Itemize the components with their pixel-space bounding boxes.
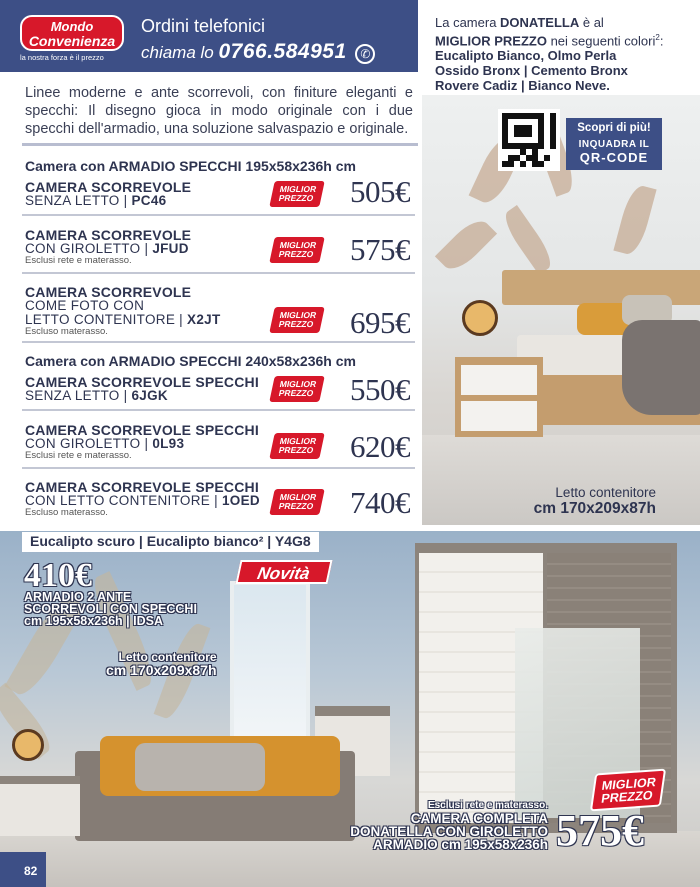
badge-big-l2: PREZZO (600, 788, 654, 806)
product-code: 6JGK (131, 388, 168, 403)
logo-badge (20, 15, 124, 51)
product-sub-text: LETTO CONTENITORE | (25, 312, 188, 327)
best-price-badge (269, 181, 325, 207)
novita-badge: Novità (235, 560, 332, 584)
qr-code[interactable] (498, 109, 560, 171)
product-sub-text: SENZA LETTO | (25, 388, 132, 403)
product-sub0: COME FOTO CON (25, 298, 145, 313)
product-name: CAMERA SCORREVOLE (25, 227, 192, 243)
color-info (435, 15, 695, 93)
product-sub-text: CON LETTO CONTENITORE | (25, 493, 222, 508)
product-price: 550€ (350, 372, 410, 407)
product-price: 575€ (350, 232, 410, 267)
best-price-badge (269, 237, 325, 263)
armadio-line2: SCORREVOLI CON SPECCHI (24, 602, 197, 616)
drawer (461, 365, 537, 395)
section1-title (25, 158, 356, 174)
nightstand (455, 357, 543, 437)
product-sub-text: CON GIROLETTO | (25, 241, 153, 256)
logo-tagline: la nostra forza è il prezzo (20, 53, 104, 62)
lamp (12, 729, 44, 761)
brand-logo[interactable] (20, 15, 128, 67)
product-name: CAMERA SCORREVOLE SPECCHI (25, 422, 259, 438)
camera-note: Esclusi rete e materasso. (427, 800, 548, 811)
info-text3: nei seguenti colori (546, 33, 656, 49)
throw-blanket (622, 320, 700, 415)
throw-blanket (135, 743, 265, 791)
product-note: Escluso materasso. (25, 507, 108, 518)
section1-title-bold: ARMADIO SPECCHI 195x58x236h cm (108, 158, 356, 174)
section2-title-bold: ARMADIO SPECCHI 240x58x236h cm (108, 353, 356, 369)
header-bar (0, 0, 418, 72)
product-price: 620€ (350, 429, 410, 464)
logo-line1: Mondo (50, 19, 94, 34)
item-rule (22, 467, 415, 469)
drawer (461, 401, 537, 431)
product-code: PC46 (131, 193, 167, 208)
info-text4: : (659, 33, 664, 49)
item-rule (22, 341, 415, 343)
armadio-description (24, 591, 197, 627)
item-rule (22, 214, 415, 216)
intro-text: Linee moderne e ante scorrevoli, con finiture eleganti e specchi: Il disegno gioca in modo originale con i due specchi dell'armadio, una soluzione salvaspazio e originale. (25, 85, 413, 137)
badge-l2: PREZZO (277, 445, 315, 455)
badge-l2: PREZZO (277, 193, 315, 203)
best-price-badge (269, 489, 325, 515)
section-rule (22, 143, 418, 146)
header-title: Ordini telefonici (141, 16, 266, 36)
info-colors3: Rovere Cadiz | Bianco Neve. (435, 78, 610, 94)
qr-cell (550, 161, 556, 167)
badge-l1: MIGLIOR (278, 310, 318, 320)
badge-l1: MIGLIOR (278, 492, 318, 502)
letto-bottom-line2: cm 170x209x87h (106, 662, 217, 678)
lamp (462, 300, 498, 336)
letto-bottom-line1: Letto contenitore (118, 650, 217, 664)
section2-title-prefix: Camera con (25, 353, 109, 369)
info-colors1: Eucalipto Bianco, Olmo Perla (435, 48, 617, 64)
bottom-title: Eucalipto scuro | Eucalipto bianco² | Y4G8 (22, 532, 319, 552)
info-text2: è al (579, 15, 604, 30)
badge-l2: PREZZO (277, 319, 315, 329)
letto-contenitore-label (534, 485, 656, 518)
armadio-line1: ARMADIO 2 ANTE (24, 590, 132, 604)
product-note: Esclusi rete e materasso. (25, 255, 132, 266)
camera-line1: CAMERA COMPLETA (410, 811, 548, 826)
page-number: 82 (0, 852, 46, 887)
section2-title (25, 353, 356, 369)
badge-big-l1: MIGLIOR (600, 775, 657, 793)
qr-line3: QR-CODE (579, 150, 649, 165)
product-name: CAMERA SCORREVOLE SPECCHI (25, 479, 259, 495)
leaf-decor (499, 205, 557, 275)
qr-pattern (502, 113, 556, 167)
product-price: 740€ (350, 485, 410, 520)
badge-l2: PREZZO (277, 388, 315, 398)
product-price: 505€ (350, 174, 410, 209)
armadio-price: 410€ (24, 557, 92, 594)
info-best: MIGLIOR PREZZO (435, 33, 547, 49)
product-code: X2JT (187, 312, 221, 327)
best-price-badge (269, 376, 325, 402)
badge-l2: PREZZO (277, 501, 315, 511)
camera-price: 575€ (556, 806, 644, 855)
armadio-line3: cm 195x58x236h | IDSA (24, 614, 164, 628)
best-price-badge (269, 433, 325, 459)
item-rule (22, 272, 415, 274)
camera-line3: ARMADIO cm 195x58x236h (373, 837, 548, 852)
product-code: JFUD (152, 241, 189, 256)
qr-line2: INQUADRA IL (578, 139, 650, 150)
best-price-badge (269, 307, 325, 333)
section1-title-prefix: Camera con (25, 158, 109, 174)
leaf-decor (435, 214, 497, 276)
letto-label-line1: Letto contenitore (555, 485, 656, 500)
logo-line2: Convenienza (28, 33, 116, 49)
camera-description (350, 812, 548, 851)
badge-l1: MIGLIOR (278, 184, 318, 194)
product-price: 695€ (350, 305, 410, 340)
product-name: CAMERA SCORREVOLE SPECCHI (25, 374, 259, 390)
letto-bottom-label (106, 651, 217, 677)
product-sub-text: CON GIROLETTO | (25, 436, 153, 451)
product-note: Esclusi rete e materasso. (25, 450, 132, 461)
phone-number[interactable]: 0766.584951 (218, 40, 347, 63)
info-colors2: Ossido Bronx | Cemento Bronx (435, 63, 628, 79)
badge-l1: MIGLIOR (278, 379, 318, 389)
info-sup: 2 (655, 33, 660, 42)
badge-l1: MIGLIOR (278, 436, 318, 446)
window (230, 581, 310, 751)
product-note: Escluso materasso. (25, 326, 108, 337)
qr-label[interactable] (566, 118, 662, 170)
product-code: 0L93 (152, 436, 185, 451)
phone-prefix: chiama lo (141, 43, 214, 62)
info-brand: DONATELLA (500, 15, 580, 30)
leaf-decor (613, 183, 656, 257)
badge-l2: PREZZO (277, 249, 315, 259)
phone-icon: ✆ (355, 44, 375, 64)
nightstand (0, 776, 80, 836)
letto-label-line2: cm 170x209x87h (533, 500, 656, 517)
header-phone[interactable] (141, 40, 375, 64)
product-sub-text: SENZA LETTO | (25, 193, 132, 208)
info-text1: La camera (435, 15, 501, 30)
product-name: CAMERA SCORREVOLE (25, 179, 192, 195)
product-name: CAMERA SCORREVOLE (25, 284, 192, 300)
product-code: 1OED (221, 493, 260, 508)
qr-line1: Scopri di più! (577, 122, 651, 134)
item-rule (22, 409, 415, 411)
badge-l1: MIGLIOR (278, 240, 318, 250)
camera-line2: DONATELLA CON GIROLETTO (350, 824, 548, 839)
